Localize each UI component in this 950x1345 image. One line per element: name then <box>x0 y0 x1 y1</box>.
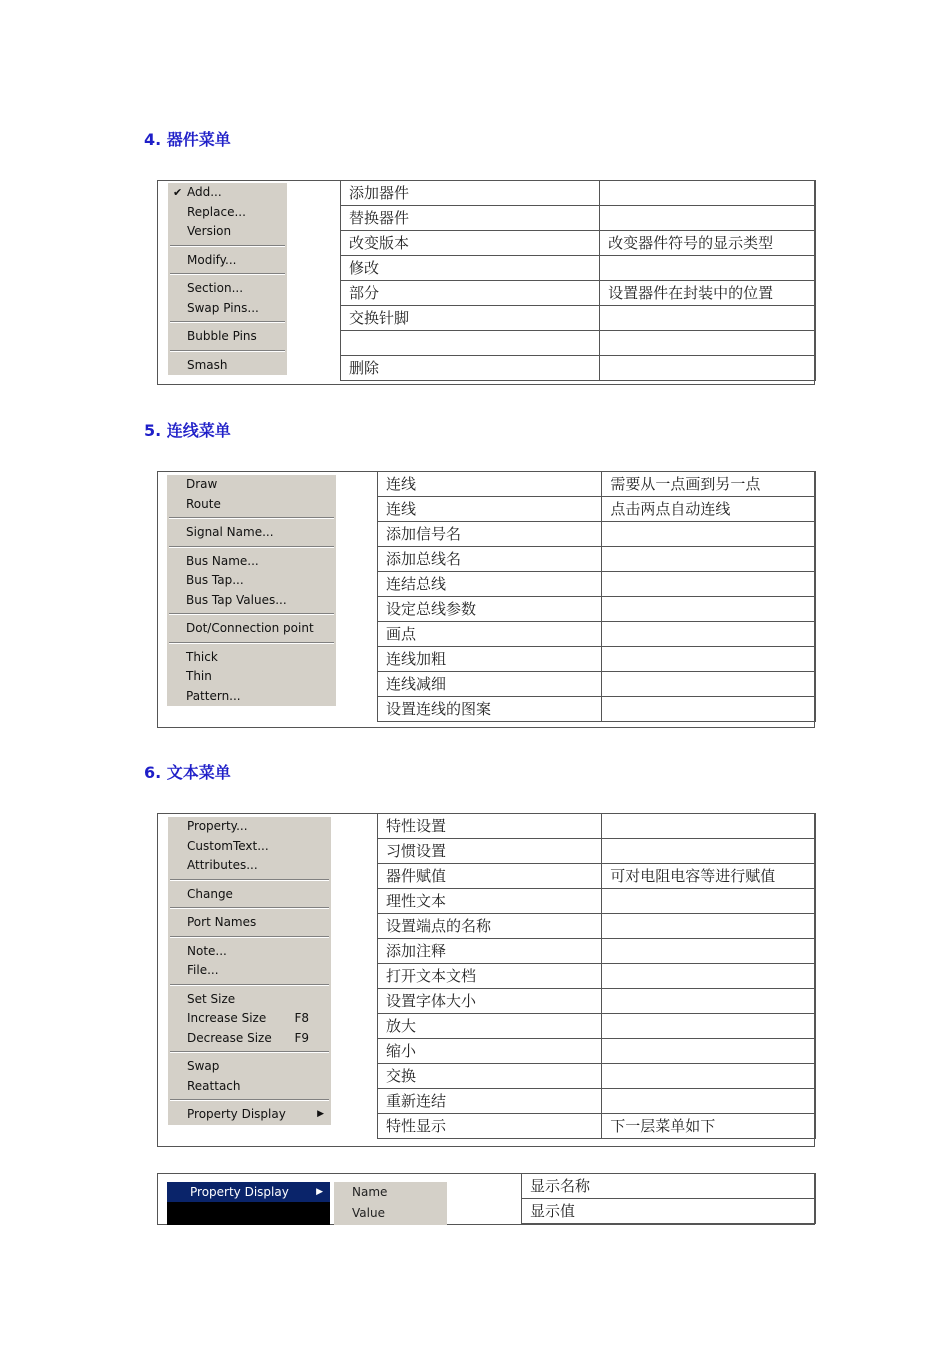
table-cell: 特性显示 <box>378 1114 602 1139</box>
table-row <box>378 672 816 697</box>
table-cell <box>602 964 816 989</box>
menu-item[interactable] <box>168 356 287 376</box>
table-cell: 缩小 <box>378 1039 602 1064</box>
menu-separator <box>168 318 287 327</box>
wire-menu-block <box>157 471 815 728</box>
menu-separator <box>168 904 331 913</box>
menu-item[interactable] <box>168 1077 331 1097</box>
menu-item[interactable] <box>167 571 336 591</box>
table-row <box>378 1089 816 1114</box>
table-cell: 修改 <box>341 256 600 281</box>
table-row <box>378 572 816 597</box>
menu-item-label: Thin <box>186 669 212 683</box>
table-cell <box>602 1014 816 1039</box>
table-cell: 设定总线参数 <box>378 597 602 622</box>
property-display-item[interactable]: Property Display ▶ <box>167 1182 330 1202</box>
table-cell: 删除 <box>341 355 600 380</box>
table-row <box>378 522 816 547</box>
menu-item[interactable] <box>168 885 331 905</box>
table-row <box>378 622 816 647</box>
menu-item-label: Version <box>187 224 232 238</box>
table-cell: 连结总线 <box>378 572 602 597</box>
table-cell <box>602 1064 816 1089</box>
table-row <box>378 697 816 722</box>
table-cell: 显示值 <box>522 1199 816 1224</box>
menu-item-label: Smash <box>187 357 228 372</box>
table-row <box>378 597 816 622</box>
table-cell: 改变器件符号的显示类型 <box>600 231 816 256</box>
table-cell: 需要从一点画到另一点 <box>602 472 816 497</box>
table-row <box>378 864 816 889</box>
table-cell: 器件赋值 <box>378 864 602 889</box>
table-cell <box>602 672 816 697</box>
menu-item[interactable] <box>167 475 336 495</box>
menu-item[interactable] <box>167 667 336 687</box>
menu-item-label: Replace... <box>187 204 246 219</box>
menu-item[interactable] <box>168 1009 331 1029</box>
menu-item[interactable] <box>168 1057 331 1077</box>
menu-separator <box>168 242 287 251</box>
submenu-arrow-icon: ▶ <box>317 1109 324 1119</box>
table-cell <box>602 647 816 672</box>
menu-item-label: Property... <box>187 819 248 833</box>
menu-item-label: Swap <box>187 1059 220 1073</box>
table-cell: 设置连线的图案 <box>378 697 602 722</box>
menu-item[interactable] <box>168 1029 331 1049</box>
menu-item[interactable] <box>168 222 287 242</box>
table-cell: 习惯设置 <box>378 839 602 864</box>
menu-item[interactable] <box>168 251 287 271</box>
table-cell: 改变版本 <box>341 231 600 256</box>
table-cell <box>600 206 816 231</box>
menu-item-label: Signal Name... <box>186 525 274 539</box>
menu-item-label: Swap Pins... <box>187 300 259 315</box>
menu-item[interactable] <box>167 552 336 572</box>
menu-separator <box>168 981 331 990</box>
menu-item-label: Bus Name... <box>186 553 259 568</box>
table-cell: 特性设置 <box>378 814 602 839</box>
wire-menu <box>167 475 336 706</box>
device-menu <box>168 183 287 375</box>
menu-item-label: Section... <box>187 281 244 295</box>
table-row <box>378 1039 816 1064</box>
table-cell: 打开文本文档 <box>378 964 602 989</box>
table-row <box>378 964 816 989</box>
table-row <box>341 181 816 206</box>
section-title-text: 6. 文本菜单 <box>144 763 231 782</box>
menu-separator <box>168 876 331 885</box>
table-row <box>341 231 816 256</box>
table-row <box>378 814 816 839</box>
table-row <box>522 1199 816 1224</box>
table-cell: 添加总线名 <box>378 547 602 572</box>
wire-menu-table <box>377 471 816 722</box>
menu-item[interactable] <box>168 1105 331 1125</box>
submenu-item-name[interactable]: Name <box>352 1185 388 1199</box>
table-row <box>341 355 816 380</box>
table-cell <box>341 331 600 356</box>
table-cell: 交换针脚 <box>341 306 600 331</box>
submenu-arrow-icon: ▶ <box>316 1187 323 1197</box>
table-row <box>378 497 816 522</box>
menu-item-label: Decrease Size <box>187 1030 272 1045</box>
menu-item[interactable] <box>167 687 336 707</box>
table-cell: 连线加粗 <box>378 647 602 672</box>
table-row <box>378 647 816 672</box>
menu-item-label: Port Names <box>187 915 257 929</box>
table-cell: 画点 <box>378 622 602 647</box>
menu-item-label: CustomText... <box>187 838 269 853</box>
property-display-menu <box>167 1182 330 1225</box>
table-cell: 连线 <box>378 472 602 497</box>
menu-item-label: Bus Tap Values... <box>186 592 287 607</box>
table-row <box>341 281 816 306</box>
menu-separator <box>167 543 336 552</box>
table-row <box>341 331 816 356</box>
property-display-submenu <box>334 1182 447 1225</box>
table-row <box>522 1174 816 1199</box>
table-cell: 点击两点自动连线 <box>602 497 816 522</box>
table-cell: 替换器件 <box>341 206 600 231</box>
table-cell <box>602 889 816 914</box>
menu-separator <box>167 639 336 648</box>
table-row <box>341 206 816 231</box>
table-cell: 部分 <box>341 281 600 306</box>
table-row <box>378 989 816 1014</box>
table-cell <box>602 914 816 939</box>
table-cell: 添加信号名 <box>378 522 602 547</box>
submenu-item-value[interactable]: Value <box>352 1205 385 1220</box>
text-menu-block <box>157 813 815 1147</box>
menu-separator <box>167 514 336 523</box>
menu-separator <box>168 933 331 942</box>
table-cell <box>600 331 816 356</box>
table-row <box>341 306 816 331</box>
menu-item-label: Dot/Connection point <box>186 621 314 635</box>
table-cell: 交换 <box>378 1064 602 1089</box>
menu-item-shortcut: F8 <box>294 1011 309 1025</box>
menu-item-label: Modify... <box>187 252 237 267</box>
menu-separator <box>168 1096 331 1105</box>
table-cell <box>600 181 816 206</box>
table-cell <box>600 306 816 331</box>
table-cell <box>602 622 816 647</box>
text-menu-table <box>377 813 816 1139</box>
text-menu <box>168 817 331 1125</box>
device-menu-table <box>340 180 816 381</box>
menu-item-label: Increase Size <box>187 1011 267 1025</box>
menu-item[interactable] <box>167 648 336 668</box>
menu-item[interactable] <box>168 817 331 837</box>
table-cell <box>602 814 816 839</box>
table-cell: 下一层菜单如下 <box>602 1114 816 1139</box>
menu-item[interactable] <box>168 279 287 299</box>
table-cell <box>602 597 816 622</box>
menu-item[interactable] <box>168 856 331 876</box>
menu-item[interactable] <box>167 591 336 611</box>
menu-item-label: Pattern... <box>186 688 241 703</box>
menu-item[interactable] <box>168 942 331 962</box>
table-row <box>378 939 816 964</box>
table-row <box>378 889 816 914</box>
menu-item[interactable] <box>168 203 287 223</box>
table-row <box>341 256 816 281</box>
table-row <box>378 839 816 864</box>
table-row <box>378 1064 816 1089</box>
menu-item[interactable] <box>168 913 331 933</box>
menu-separator <box>167 610 336 619</box>
menu-item[interactable] <box>167 495 336 515</box>
menu-item-label: Bubble Pins <box>187 329 257 343</box>
menu-item[interactable] <box>167 523 336 543</box>
table-cell <box>602 697 816 722</box>
table-cell <box>602 1039 816 1064</box>
table-cell: 连线 <box>378 497 602 522</box>
menu-item[interactable] <box>168 837 331 857</box>
menu-item-label: Property Display <box>187 1107 286 1121</box>
table-cell: 设置端点的名称 <box>378 914 602 939</box>
menu-item-label: Route <box>186 496 221 511</box>
menu-item[interactable] <box>167 619 336 639</box>
table-cell: 添加注释 <box>378 939 602 964</box>
table-row <box>378 547 816 572</box>
device-menu-block <box>157 180 815 385</box>
menu-item-label: Thick <box>186 649 218 664</box>
section-title-device: 4. 器件菜单 <box>144 130 231 149</box>
table-cell <box>602 572 816 597</box>
table-cell: 添加器件 <box>341 181 600 206</box>
table-row <box>378 914 816 939</box>
table-cell: 重新连结 <box>378 1089 602 1114</box>
menu-separator <box>168 347 287 356</box>
menu-item-label: Reattach <box>187 1078 241 1093</box>
table-row <box>378 1014 816 1039</box>
checkmark-icon: ✔ <box>173 186 183 199</box>
table-cell: 显示名称 <box>522 1174 816 1199</box>
menu-separator <box>168 1048 331 1057</box>
table-cell: 放大 <box>378 1014 602 1039</box>
property-display-block <box>157 1173 815 1225</box>
table-cell <box>602 839 816 864</box>
menu-item[interactable] <box>168 961 331 981</box>
table-cell: 理性文本 <box>378 889 602 914</box>
menu-item-shortcut: F9 <box>294 1030 309 1045</box>
table-cell <box>602 547 816 572</box>
table-row <box>378 1114 816 1139</box>
menu-item[interactable] <box>168 299 287 319</box>
property-display-table <box>521 1173 816 1224</box>
table-cell <box>602 1089 816 1114</box>
table-cell: 可对电阻电容等进行赋值 <box>602 864 816 889</box>
table-row <box>378 472 816 497</box>
table-cell <box>600 256 816 281</box>
table-cell <box>602 522 816 547</box>
menu-item[interactable] <box>168 183 287 203</box>
menu-item-label: File... <box>187 963 219 977</box>
table-cell: 设置器件在封装中的位置 <box>600 281 816 306</box>
menu-item[interactable] <box>168 990 331 1010</box>
table-cell: 连线减细 <box>378 672 602 697</box>
table-cell <box>600 355 816 380</box>
menu-item-label: Change <box>187 886 233 901</box>
section-title-wire: 5. 连线菜单 <box>144 421 231 440</box>
menu-item-label: Add... <box>187 185 222 199</box>
table-cell <box>602 939 816 964</box>
menu-item-label: Draw <box>186 477 218 491</box>
menu-separator <box>168 270 287 279</box>
menu-item-label: Set Size <box>187 991 236 1006</box>
menu-item[interactable] <box>168 327 287 347</box>
table-cell <box>602 989 816 1014</box>
table-cell: 设置字体大小 <box>378 989 602 1014</box>
menu-item-label: Attributes... <box>187 858 258 872</box>
menu-item-label: Bus Tap... <box>186 573 244 587</box>
menu-item-label: Note... <box>187 943 227 958</box>
